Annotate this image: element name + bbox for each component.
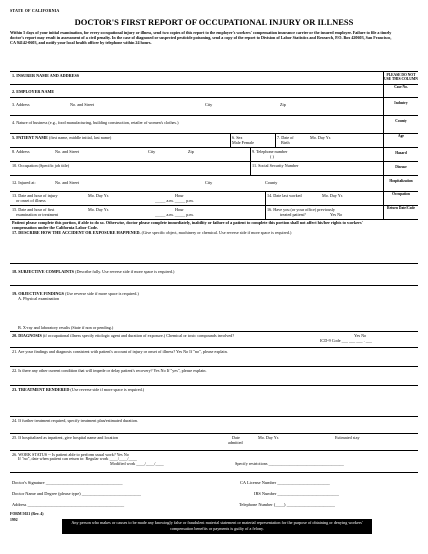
return-date-label: Return Date/Code <box>383 206 418 219</box>
diagnosis-row[interactable] <box>10 331 418 347</box>
last-worked-label: 14. Date last worked <box>267 193 302 198</box>
insurer-row[interactable] <box>10 71 418 84</box>
physical-exam-label: A. Physical examination <box>18 296 60 301</box>
admitted-label: admitted <box>228 440 243 445</box>
injured-street-label: No. and Street <box>55 180 80 185</box>
age-label: Age <box>383 134 418 147</box>
city-label: City <box>205 102 213 107</box>
dob-label: 7. Date of <box>277 135 294 140</box>
doctor-signature-field[interactable]: Doctor's Signature ___________________________________ <box>12 480 123 485</box>
dob-format: Mo. Day Yr. <box>310 135 332 140</box>
patient-name-row[interactable] <box>10 133 418 147</box>
exam-date-format: Mo. Day Yr. <box>88 207 110 212</box>
injury-date-format: Mo. Day Yr. <box>88 193 110 198</box>
patient-name-label: 5. PATIENT NAME (first name, middle initial, last name) <box>12 135 112 140</box>
patient-note: Patient please complete this portion, if able to do so. Otherwise, doctor please complete immediately, inability or failure of a patient to complete this portion shall not affect his/her rights to workers' compensation under the California Labor Code. <box>12 220 363 230</box>
injury-date-row[interactable] <box>10 191 418 205</box>
employer-label: 2. EMPLOYER NAME <box>12 89 55 94</box>
form-grid <box>10 71 418 473</box>
telephone-number-field[interactable]: Telephone Number (____) ______________________ <box>239 502 335 507</box>
findings-label: 19. OBJECTIVE FINDINGS (Use reverse side if more space is required.) <box>12 291 139 296</box>
form-year: 1992 <box>10 518 18 522</box>
admitted-date-label: Date <box>232 435 240 440</box>
patient-city-label: City <box>148 149 156 154</box>
dob-label-b: Birth <box>281 140 290 145</box>
hospitalization-label: Hospitalization <box>383 176 418 191</box>
toxic-yesno[interactable]: Yes No <box>354 333 367 338</box>
form-number: FORM 5021 (Rev. 4) <box>10 512 44 516</box>
accident-label: 17. DESCRIBE HOW THE ACCIDENT OR EXPOSURE HAPPENED. (Give specific object, machinery or chemical. Use reverse side if more space is required.) <box>12 230 292 235</box>
accident-row[interactable] <box>10 219 418 263</box>
office-use-header: PLEASE DO NOT USE THIS COLUMN <box>383 72 418 84</box>
exam-date-row[interactable] <box>10 205 418 219</box>
form-title: DOCTOR'S FIRST REPORT OF OCCUPATIONAL INJURY OR ILLNESS <box>74 17 354 27</box>
icd9-code[interactable]: ICD-9 Code ___ ___ ___ . ___ <box>320 338 372 343</box>
case-no-label: Case No. <box>383 85 418 97</box>
injury-date-label-b: or onset of illness <box>16 198 46 203</box>
patient-zip-label: Zip <box>188 149 194 154</box>
complaints-row[interactable] <box>10 263 418 285</box>
prev-treated-yesno[interactable]: Yes No <box>330 212 343 217</box>
employer-address-row[interactable] <box>10 97 418 115</box>
hospitalized-row[interactable] <box>10 433 418 450</box>
doctor-name-field[interactable]: Doctor Name and Degree (please type) ___________________________ <box>12 491 142 496</box>
consistency-label: 21. Are your findings and diagnosis consistent with patient's account of injury or onset of illness? Yes No If "no", please explain. <box>12 349 228 354</box>
occupation-code-label: Occupation <box>383 192 418 205</box>
ssn-label: 11. Social Security Number <box>252 163 299 168</box>
zip-label: Zip <box>280 102 286 107</box>
patient-street-label: No. and Street <box>55 149 80 154</box>
exam-ampm[interactable]: _____ a.m. _____ p.m. <box>155 212 194 217</box>
insurer-label: 1. INSURER NAME AND ADDRESS <box>12 73 80 78</box>
modified-work-label[interactable]: Modified work ____/____/____ <box>110 461 164 466</box>
admitted-format: Mo. Day Yr. <box>258 435 280 440</box>
prev-treated-label: 16. Have you (or your office) previously <box>267 207 335 212</box>
prev-treated-label-b: treated patient? <box>280 212 306 217</box>
form-header <box>10 8 418 45</box>
injured-city-label: City <box>205 180 213 185</box>
occupation-label: 10. Occupation (Specific job title) <box>12 163 70 168</box>
nature-label: 4. Nature of business (e.g., food manufacturing, building construction, retailer of women's clothes.) <box>12 120 179 125</box>
telephone-format: ( ) <box>270 154 274 159</box>
treatment-row[interactable] <box>10 385 418 416</box>
injured-county-label: County <box>265 180 278 185</box>
sex-label: 6. Sex <box>232 135 243 140</box>
complaints-label: 18. SUBJECTIVE COMPLAINTS (Describe fully. Use reverse side if more space is required.) <box>12 269 175 274</box>
exam-hour-label: Hour <box>175 207 184 212</box>
form-instructions: Within 5 days of your initial examination, for every occupational injury or illness, send two copies of this report to the employer's workers' compensation insurance carrier or the insured employer. Failure to file a timely doctor's report may result in assessment of a civil penalty. In the case of diagnosed or suspected pesticide poisoning, send a copy of the report to Division of Labor Statistics and Research, P.O. Box 420603, San Francisco, CA 94142-0603, and notify your local health officer by telephone within 24 hours. <box>10 30 392 45</box>
address-label: 3. Address <box>12 102 30 107</box>
work-status-row[interactable] <box>10 450 418 473</box>
consistency-row[interactable] <box>10 347 418 366</box>
exam-date-label: 15. Date and hour of first <box>12 207 55 212</box>
injury-hour-label: Hour <box>175 193 184 198</box>
state-label: STATE OF CALIFORNIA <box>10 8 60 13</box>
injured-at-row[interactable] <box>10 175 418 191</box>
disease-label: Disease <box>383 162 418 175</box>
restrictions-label[interactable]: Specify restrictions ____________________________________ <box>235 461 344 466</box>
diagnosis-label: 20. DIAGNOSIS (if occupational illness specify etiologic agent and duration of exposure.) Chemical or toxic compounds involved? <box>12 333 235 338</box>
injury-date-label: 13. Date and hour of injury <box>12 193 58 198</box>
industry-label: Industry <box>383 98 418 115</box>
irs-number-field[interactable]: IRS Number ____________________________ <box>254 491 339 496</box>
fraud-warning: Any person who makes or causes to be made any knowingly false or fraudulent material statement or material representation for the purpose of obtaining or denying workers' compensation benefits or payments is guilty of a felony. <box>62 519 372 534</box>
patient-address-row[interactable] <box>10 147 418 161</box>
nature-of-business-row[interactable] <box>10 115 418 133</box>
further-treatment-row[interactable] <box>10 416 418 433</box>
findings-row[interactable] <box>10 285 418 331</box>
doctor-address-field[interactable]: Address ____________________________________________ <box>12 502 125 507</box>
sex-code-label: Hazard <box>383 148 418 161</box>
injury-ampm[interactable]: _____ a.m. _____ p.m. <box>155 198 194 203</box>
patient-address-label: 8. Address <box>12 149 30 154</box>
treatment-label: 23. TREATMENT RENDERED (Use reverse side if more space is required.) <box>12 387 145 392</box>
telephone-label: 9. Telephone number <box>252 149 288 154</box>
regular-work-label[interactable]: If "no", date when patient can return to: Regular work ____/____/____ <box>18 456 137 461</box>
ca-license-field[interactable]: CA License Number ________________________ <box>240 480 330 485</box>
other-condition-label: 22. Is there any other current condition that will impede or delay patient's recovery? Yes No If "yes", please explain. <box>12 368 207 373</box>
further-treatment-label: 24. If further treatment required, specify treatment plan/estimated duration. <box>12 418 138 423</box>
employer-row[interactable] <box>10 84 418 97</box>
other-condition-row[interactable] <box>10 366 418 385</box>
sex-options[interactable]: Male Female <box>232 140 254 145</box>
work-status-label: 26. WORK STATUS -- Is patient able to perform usual work? Yes No <box>12 452 129 457</box>
occupation-row[interactable] <box>10 161 418 175</box>
county-label: County <box>383 116 418 133</box>
hospitalized-label: 25. If hospitalized as inpatient, give hospital name and location <box>12 435 118 440</box>
exam-date-label-b: examination or treatment <box>16 212 59 217</box>
last-worked-format: Mo. Day Yr. <box>322 193 344 198</box>
street-label: No. and Street <box>70 102 95 107</box>
injured-at-label: 12. Injured at: <box>12 180 36 185</box>
xray-label: B. X-ray and laboratory results (State if non or pending.) <box>18 325 114 330</box>
estimated-stay-label: Estimated stay <box>335 435 360 440</box>
